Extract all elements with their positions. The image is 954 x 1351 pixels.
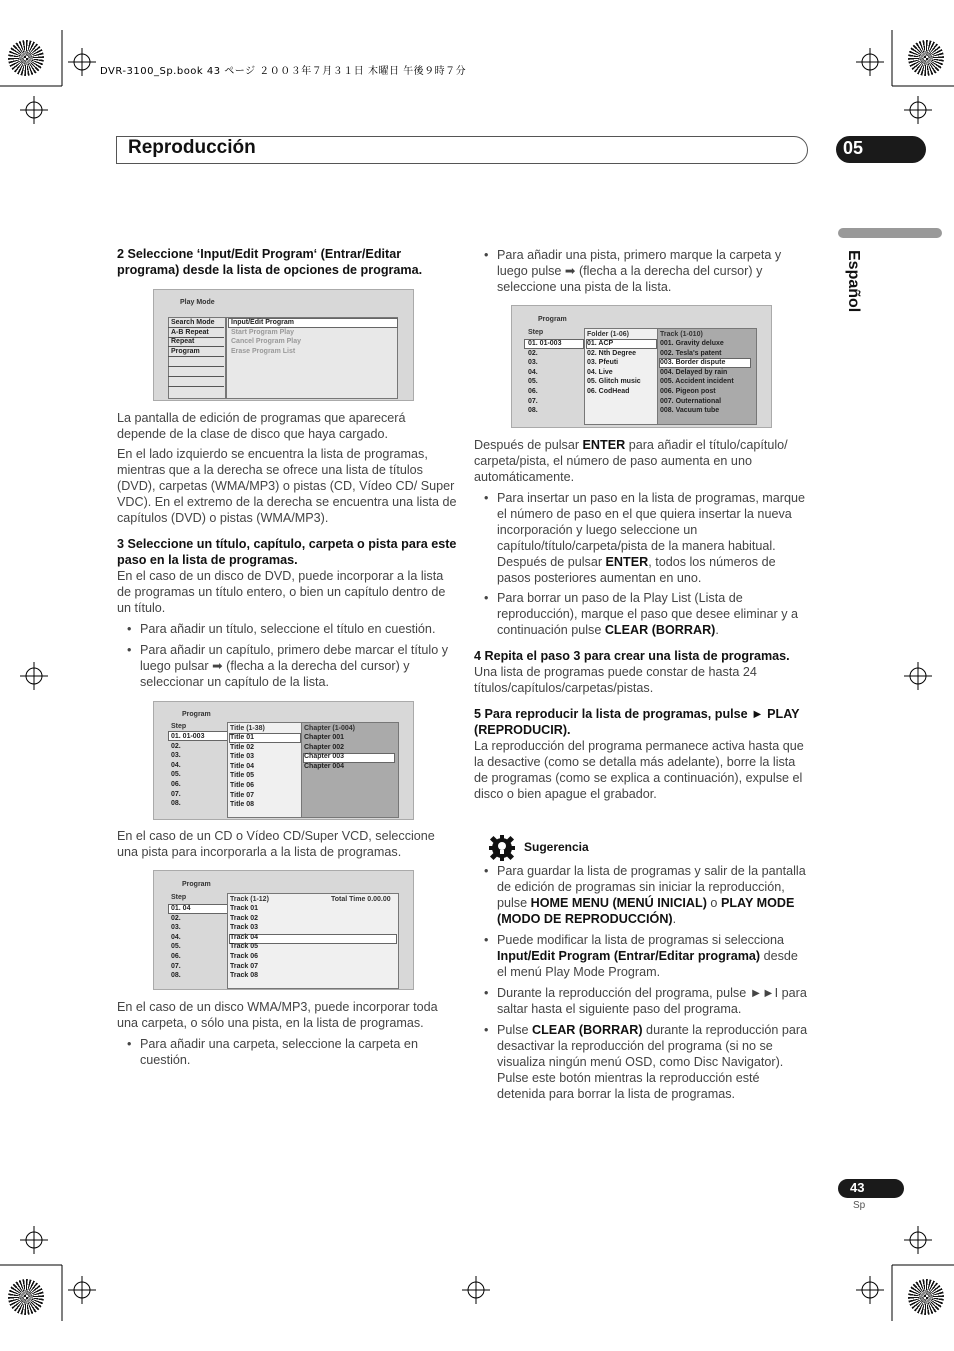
bullet-item: • Para borrar un paso de la Play List (Lista de reproducción), marque el paso que desee eliminar y a continuación pulse CLEAR (BORRAR). (474, 590, 809, 638)
bullet-item: • Para insertar un paso en la lista de programas, marque el número de paso en el que quiera insertar la nueva incorporación y luego seleccione un capítulo/título/carpeta/pista de la manera habitual. Después de pulsar ENTER, todos los números de pasos posteriores aumentan en uno. (474, 490, 809, 586)
language-tab: Español (845, 250, 862, 313)
tip-title: Sugerencia (524, 840, 589, 854)
total-time: Total Time 0.00.00 (331, 896, 391, 903)
page-number: 43 (850, 1180, 865, 1195)
step-5-heading: 5 Para reproducir la lista de programas, pulse ► PLAY (REPRODUCIR). (474, 707, 800, 737)
program-title: Program (182, 881, 211, 888)
bullet-item: • Para añadir una carpeta, seleccione la carpeta en cuestión. (117, 1036, 457, 1068)
page-title: Reproducción (128, 137, 256, 158)
bullet-item: • Para añadir una pista, primero marque la carpeta y luego pulse ➡ (flecha a la derecha del cursor) y seleccione una pista de la lista. (474, 247, 809, 295)
step-list: 01. 01-003 02. 03. 04. 05. 06. 07. 08. (528, 340, 562, 415)
page-language: Sp (853, 1200, 866, 1211)
chapter-list: Chapter 001 Chapter 002 Chapter 003 Chapter 004 (304, 734, 345, 770)
tip-icon (488, 834, 516, 862)
paragraph: Una lista de programas puede constar de hasta 24 títulos/capítulos/carpetas/pistas. (474, 665, 757, 695)
right-column-top (474, 247, 809, 295)
paragraph: En el lado izquierdo se encuentra la lista de programas, mientras que a la derecha se ofrece una lista de títulos (DVD), carpetas (WMA/MP3) o pistas (CD, Vídeo CD/ Super VDC). En el extremo de la derecha se encuentra una lista de capítulos (DVD) o pistas (WMA/MP3). (117, 447, 457, 525)
tip-item: • Pulse CLEAR (BORRAR) durante la reproducción para desactivar la reproducción del programa (si no se visualiza ningún menú OSD, como Disc Navigator). Pulse este botón mientras la reproducción esté detenida para borrar la lista de programas. (474, 1022, 809, 1102)
play-mode-options: Input/Edit Program Start Program Play Cancel Program Play Erase Program List (231, 319, 302, 355)
left-column-body (117, 410, 457, 690)
mp3-track-list: 001. Gravity deluxe 002. Tesla's patent 003. Border dispute 004. Delayed by rain 005. Accident incident 006. Pigeon post 007. Outernational 008. Vacuum tube (660, 340, 734, 415)
paragraph: La pantalla de edición de programas que aparecerá depende de la clase de disco que haya cargado. (117, 411, 406, 441)
chapter-list-header: Chapter (1-004) (304, 725, 355, 732)
folder-list: 01. ACP 02. Nth Degree 03. Pfeuti 04. Live 05. Glitch music 06. CodHead (587, 340, 641, 395)
program-title: Program (538, 316, 567, 323)
step-label: Step (171, 723, 187, 730)
paragraph: Después de pulsar ENTER para añadir el título/capítulo/ carpeta/pista, el número de paso aumenta en uno automáticamente. (474, 438, 788, 484)
bullet-item: • Para añadir un título, seleccione el título en cuestión. (117, 621, 457, 637)
step-list: 01. 04 02. 03. 04. 05. 06. 07. 08. (171, 905, 191, 980)
paragraph: En el caso de un disco WMA/MP3, puede incorporar toda una carpeta, o sólo una pista, en la lista de programas. (117, 1000, 438, 1030)
track-list-header: Track (1-12) (230, 896, 269, 903)
mp3-track-list-header: Track (1-010) (660, 331, 703, 338)
play-mode-menu: Search Mode A-B Repeat Repeat Program (171, 319, 215, 355)
page-number-badge (838, 1179, 904, 1198)
crop-header-text: DVR-3100_Sp.book 43 ページ ２００３年７月３１日 木曜日 午後９時７分 (100, 66, 467, 77)
screen-program-mp3 (511, 305, 772, 428)
paragraph: En el caso de un disco de DVD, puede incorporar a la lista de programas un título entero, o bien un capítulo dentro de un título. (117, 569, 446, 615)
paragraph: La reproducción del programa permanece activa hasta que la desactive (como se detalla más adelante), borre la lista de programas (como se explica a continuación), expulse el disco o bien apague el grabador. (474, 739, 804, 801)
title-list-header: Title (1-38) (230, 725, 265, 732)
play-mode-title: Play Mode (180, 299, 215, 306)
step-4-heading: 4 Repita el paso 3 para crear una lista de programas. (474, 649, 790, 663)
tip-list (474, 863, 809, 1102)
step-list: 01. 01-003 02. 03. 04. 05. 06. 07. 08. (171, 733, 205, 808)
folder-list-header: Folder (1-06) (587, 331, 630, 338)
screen-play-mode (153, 289, 414, 401)
left-column (117, 246, 457, 278)
left-column-cd-text (117, 828, 457, 860)
bullet-item: • Para añadir un capítulo, primero debe marcar el título y luego pulsar ➡ (flecha a la derecha del cursor) y seleccionar un capítulo de la lista. (117, 642, 457, 690)
step-3-heading: 3 Seleccione un título, capítulo, carpeta o pista para este paso en la lista de programas. (117, 537, 457, 567)
track-list: Track 01 Track 02 Track 03 Track 04 Track 05 Track 06 Track 07 Track 08 (230, 905, 259, 980)
screen-program-dvd (153, 701, 414, 820)
paragraph: En el caso de un CD o Vídeo CD/Super VCD, seleccione una pista para incorporarla a la lista de programas. (117, 829, 435, 859)
right-column-body (474, 437, 809, 802)
step-2-heading: 2 Seleccione ‘Input/Edit Program‘ (Entrar/Editar programa) desde la lista de opciones de programa. (117, 247, 423, 277)
left-column-mp3-text (117, 999, 457, 1068)
tip-item: • Puede modificar la lista de programas si selecciona Input/Edit Program (Entrar/Editar programa) desde el menú Play Mode Program. (474, 932, 809, 980)
chapter-number: 05 (843, 138, 864, 158)
tip-item: • Para guardar la lista de programas y salir de la pantalla de edición de programas sin iniciar la reproducción, pulse HOME MENU (MENÚ INICIAL) o PLAY MODE (MODO DE REPRODUCCIÓN). (474, 863, 809, 927)
step-label: Step (171, 894, 187, 901)
step-label: Step (528, 329, 544, 336)
program-title: Program (182, 711, 211, 718)
screen-program-cd (153, 870, 414, 990)
title-list: Title 01 Title 02 Title 03 Title 04 Title 05 Title 06 Title 07 Title 08 (230, 734, 254, 809)
language-tab-bar (838, 228, 942, 238)
tip-item: • Durante la reproducción del programa, pulse ►►I para saltar hasta el siguiente paso del programa. (474, 985, 809, 1017)
